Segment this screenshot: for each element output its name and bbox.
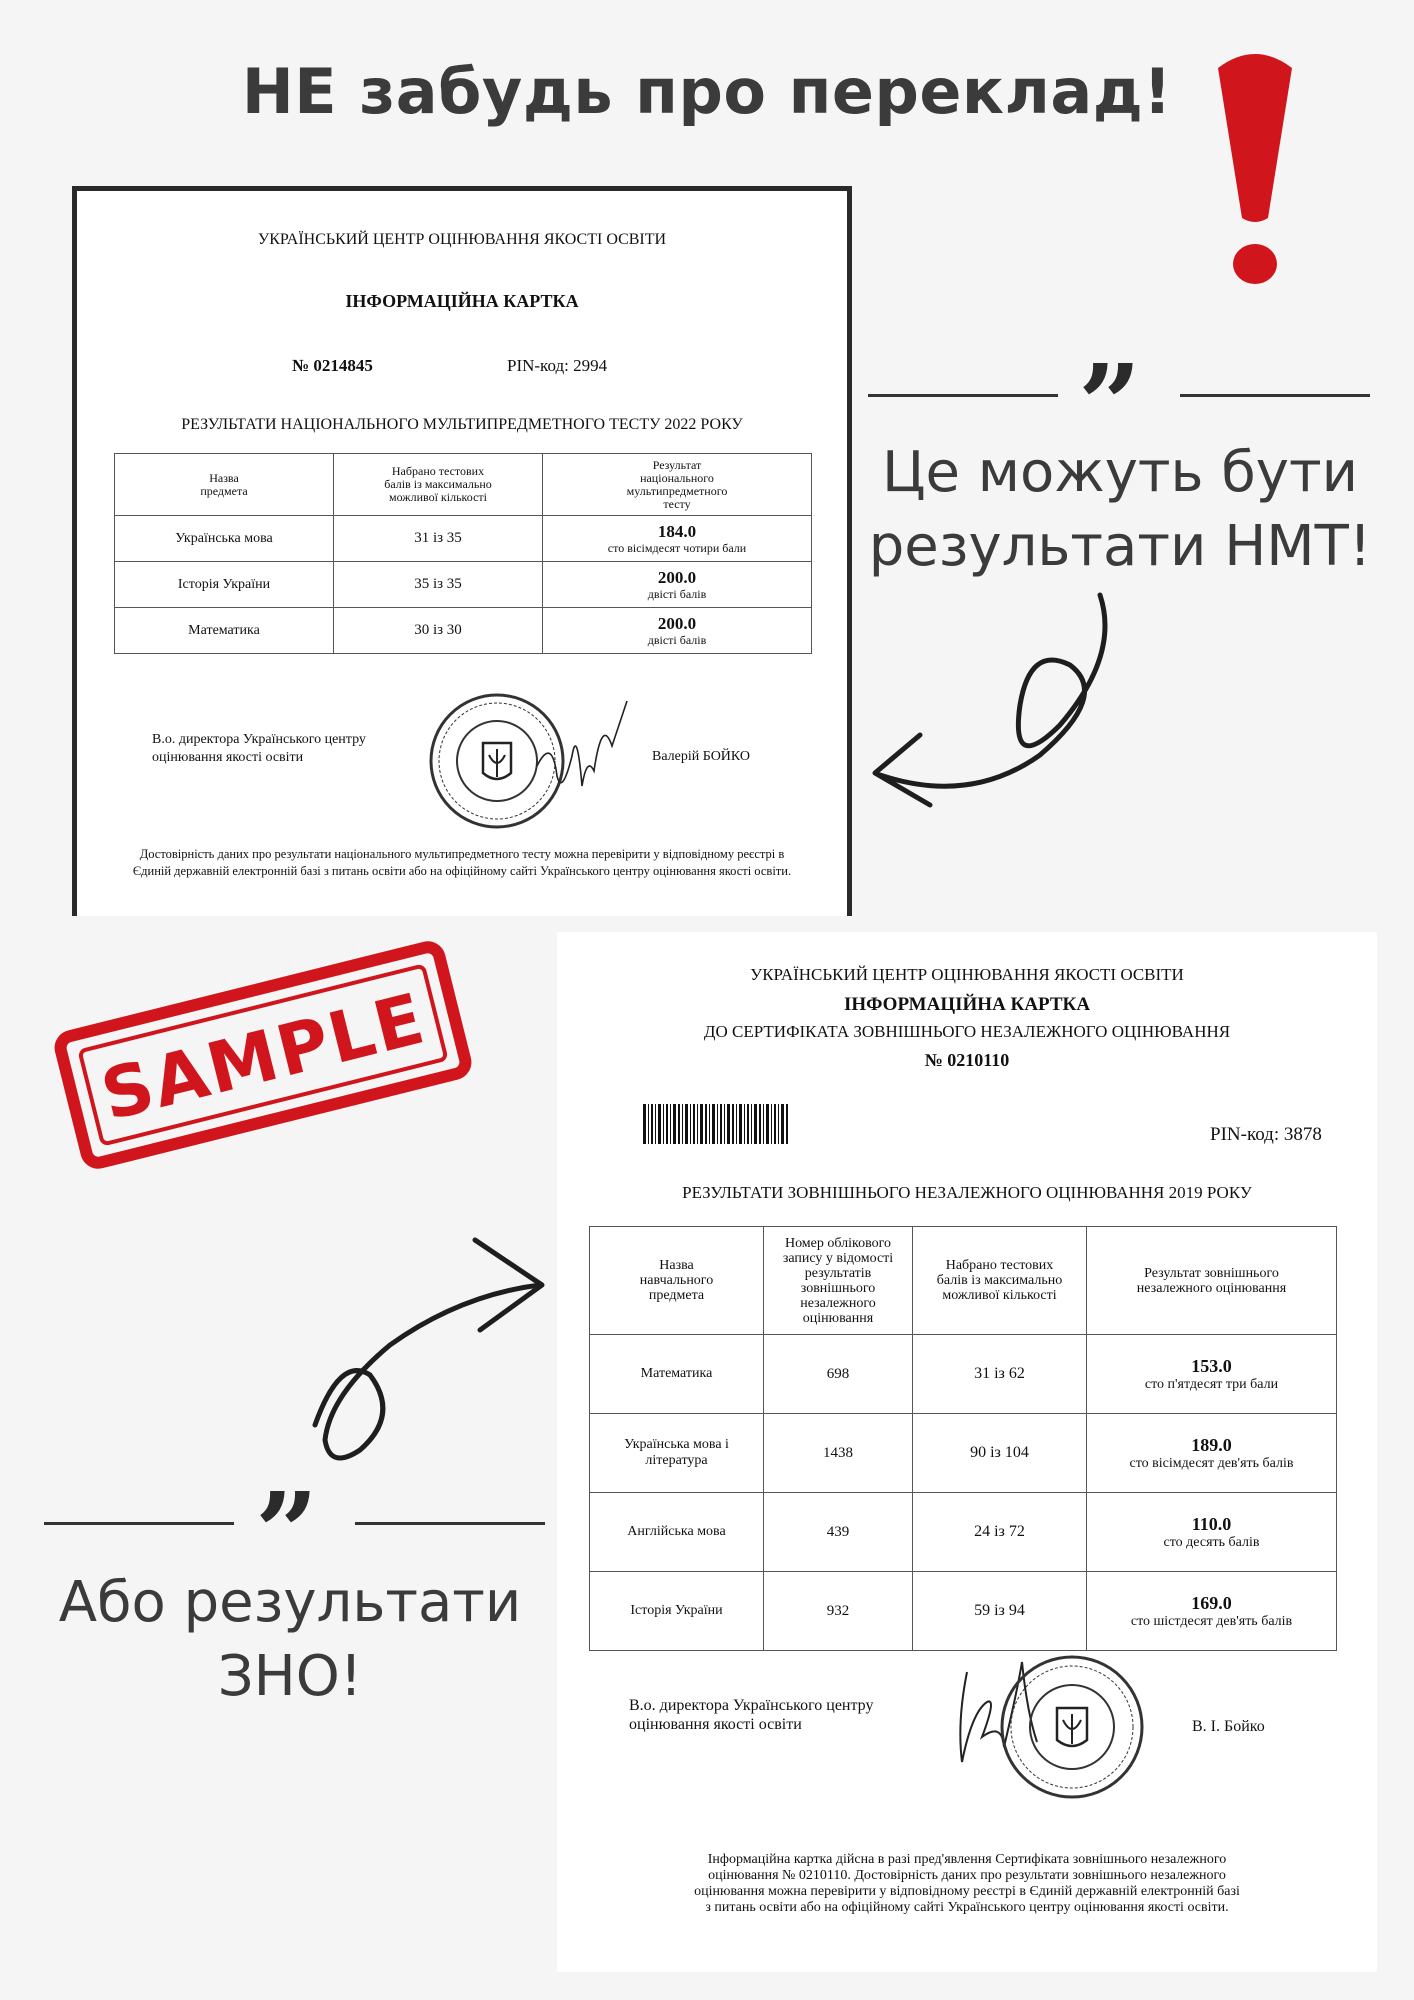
result-words: сто п'ятдесят три бали: [1144, 1376, 1279, 1392]
result-cell: [1087, 1414, 1337, 1493]
record-cell: 439: [764, 1493, 913, 1572]
results-table: [114, 453, 812, 654]
subject-cell: Українська мова і література: [590, 1414, 764, 1493]
score-cell: 30 із 30: [334, 608, 543, 654]
result-cell: [1087, 1335, 1337, 1414]
result-words: двісті балів: [647, 587, 707, 601]
card-number: № 0214845: [292, 356, 373, 375]
header-subject: Назва предмета: [115, 454, 334, 516]
validity-note: Інформаційна картка дійсна в разі пред'явлення Сертифіката зовнішнього незалежного оцінювання № 0210110. Достовірність даних про результати зовнішнього незалежного оцінювання можна перевірити у відповідному реєстрі в Єдиній державній електронній базі з питань освіти або на офіційному сайті Українського центру оцінювання якості освіти.: [694, 1852, 1240, 1915]
subject-cell: Математика: [115, 608, 334, 654]
score-cell: 90 із 104: [913, 1414, 1087, 1493]
director-title: В.о. директора Українського центру оцінювання якості освіти: [629, 1697, 874, 1733]
table-row: [590, 1572, 1337, 1651]
result-value: 200.0: [657, 568, 697, 587]
header-record: Номер облікового запису у відомості результатів зовнішнього незалежного оцінювання: [764, 1227, 913, 1335]
result-words: сто шістдесят дев'ять балів: [1130, 1613, 1293, 1629]
callout-line: ЗНО!: [217, 1644, 363, 1709]
header-score: Набрано тестових балів із максимально можливої кількості: [913, 1227, 1087, 1335]
page-heading: НЕ забудь про переклад!: [241, 55, 1173, 128]
result-words: сто вісімдесят дев'ять балів: [1129, 1455, 1294, 1471]
verification-note: Достовірність даних про результати національного мультипредметного тесту можна перевірити у відповідному реєстрі в Єдиній державній електронній базі з питань освіти або на офіційному сайті Українського центру оцінювання якості освіти.: [132, 847, 792, 878]
result-value: 189.0: [1191, 1434, 1232, 1455]
org-name: УКРАЇНСЬКИЙ ЦЕНТР ОЦІНЮВАННЯ ЯКОСТІ ОСВІТИ: [257, 231, 667, 248]
score-cell: 59 із 94: [913, 1572, 1087, 1651]
subject-cell: Історія України: [590, 1572, 764, 1651]
record-cell: 698: [764, 1335, 913, 1414]
result-cell: [543, 516, 812, 562]
nmt-info-card: [72, 186, 852, 916]
loop-arrow-icon: [290, 1225, 560, 1475]
official-seal-icon: [997, 1652, 1147, 1802]
callout-line: результати НМТ!: [868, 514, 1372, 579]
subject-cell: Англійська мова: [590, 1493, 764, 1572]
nmt-callout: [860, 436, 1380, 584]
result-value: 110.0: [1191, 1513, 1232, 1534]
results-title: РЕЗУЛЬТАТИ ЗОВНІШНЬОГО НЕЗАЛЕЖНОГО ОЦІНЮВАННЯ 2019 РОКУ: [682, 1183, 1252, 1202]
table-row: [115, 608, 812, 654]
zno-callout: [30, 1566, 550, 1714]
record-cell: 1438: [764, 1414, 913, 1493]
callout-line: Це можуть бути: [882, 440, 1358, 505]
subject-cell: Математика: [590, 1335, 764, 1414]
table-row: [590, 1335, 1337, 1414]
result-value: 200.0: [657, 614, 697, 633]
result-words: сто вісімдесят чотири бали: [607, 541, 747, 555]
quote-icon: ”: [255, 1468, 311, 1597]
signature-icon: [532, 696, 632, 806]
exclamation-icon: [1210, 40, 1300, 290]
sample-stamp-icon: [48, 935, 478, 1175]
signer-name: Валерій БОЙКО: [652, 749, 751, 764]
sample-stamp-text: SAMPLE: [93, 977, 434, 1137]
card-title: ІНФОРМАЦІЙНА КАРТКА: [843, 994, 1091, 1015]
result-words: сто десять балів: [1163, 1534, 1260, 1550]
divider-line: [1180, 394, 1370, 397]
table-row: [115, 516, 812, 562]
header-result: Результат зовнішнього незалежного оцінювання: [1087, 1227, 1337, 1335]
score-cell: 35 із 35: [334, 562, 543, 608]
score-cell: 24 із 72: [913, 1493, 1087, 1572]
subject-cell: Українська мова: [115, 516, 334, 562]
zno-info-card: [557, 932, 1377, 1972]
score-cell: 31 із 35: [334, 516, 543, 562]
subject-cell: Історія України: [115, 562, 334, 608]
table-row: [590, 1493, 1337, 1572]
pin-code: PIN-код: 2994: [507, 356, 608, 375]
result-cell: [543, 562, 812, 608]
table-header-row: [115, 454, 812, 516]
divider-line: [355, 1522, 545, 1525]
result-words: двісті балів: [647, 633, 707, 647]
header-subject: Назва навчального предмета: [590, 1227, 764, 1335]
divider-line: [868, 394, 1058, 397]
result-value: 169.0: [1191, 1592, 1232, 1613]
results-table: [589, 1226, 1337, 1651]
result-cell: [1087, 1493, 1337, 1572]
record-cell: 932: [764, 1572, 913, 1651]
loop-arrow-icon: [860, 585, 1130, 845]
director-title: В.о. директора Українського центру оцінювання якості освіти: [152, 732, 366, 765]
table-header-row: [590, 1227, 1337, 1335]
divider-line: [44, 1522, 234, 1525]
quote-icon: ”: [1078, 340, 1134, 469]
results-title: РЕЗУЛЬТАТИ НАЦІОНАЛЬНОГО МУЛЬТИПРЕДМЕТНОГО ТЕСТУ 2022 РОКУ: [181, 416, 743, 433]
org-name: УКРАЇНСЬКИЙ ЦЕНТР ОЦІНЮВАННЯ ЯКОСТІ ОСВІТИ: [750, 965, 1184, 984]
result-value: 153.0: [1191, 1355, 1232, 1376]
header-score: Набрано тестових балів із максимально можливої кількості: [334, 454, 543, 516]
signer-name: В. І. Бойко: [1192, 1718, 1265, 1735]
card-number: № 0210110: [924, 1050, 1010, 1070]
header-result: Результат національного мультипредметного тесту: [543, 454, 812, 516]
barcode-icon: [643, 1104, 788, 1144]
table-row: [115, 562, 812, 608]
result-cell: [543, 608, 812, 654]
result-cell: [1087, 1572, 1337, 1651]
pin-code: PIN-код: 3878: [1210, 1124, 1322, 1145]
score-cell: 31 із 62: [913, 1335, 1087, 1414]
result-value: 184.0: [657, 522, 697, 541]
card-title: ІНФОРМАЦІЙНА КАРТКА: [345, 291, 579, 311]
table-row: [590, 1414, 1337, 1493]
callout-line: Або результати: [58, 1570, 522, 1635]
card-subtitle: ДО СЕРТИФІКАТА ЗОВНІШНЬОГО НЕЗАЛЕЖНОГО ОЦІНЮВАННЯ: [703, 1022, 1231, 1041]
